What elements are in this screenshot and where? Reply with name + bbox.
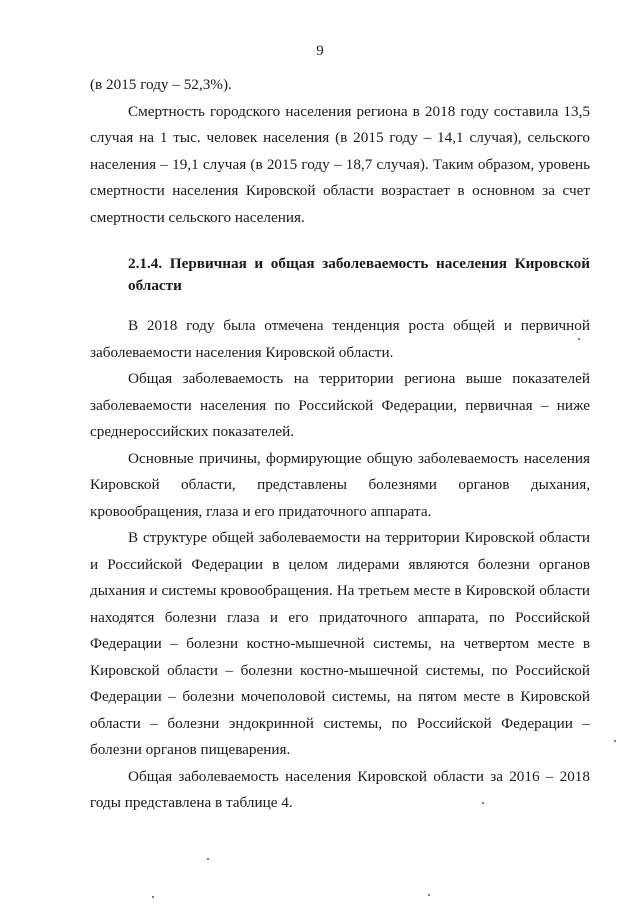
section-number: 2.1.4. [128,255,163,272]
scan-speck [578,338,580,340]
document-body [90,72,590,817]
scan-speck [207,858,209,860]
paragraph-comparison: Общая заболеваемость на территории региона выше показателей заболеваемости населения по Российской Федерации, первичная – ниже среднероссийских показателей. [90,370,590,440]
paragraph-table-reference: Общая заболеваемость населения Кировской области за 2016 – 2018 годы представлена в таблице 4. [90,767,590,811]
scan-speck [152,896,154,898]
paragraph-trend: В 2018 году была отмечена тенденция роста общей и первичной заболеваемости населения Кировской области. [90,317,590,361]
scan-speck [614,740,616,742]
paragraph-continuation: (в 2015 году – 52,3%). [90,76,232,93]
page-number: 9 [316,43,324,59]
paragraph-mortality: Смертность городского населения региона в 2018 году составила 13,5 случая на 1 тыс. человек населения (в 2015 году – 14,1 случая), сельского населения – 19,1 случая (в 2015 году – 18,7 случая). Таким образом, уровень смертности населения Кировской области возрастает в основном за счет смертности сельского населения. [90,102,590,226]
paragraph-causes: Основные причины, формирующие общую заболеваемость населения Кировской области, представлены болезнями органов дыхания, кровообращения, глаза и его придаточного аппарата. [90,449,590,520]
scan-speck [428,894,430,896]
scan-speck [482,802,484,804]
paragraph-structure: В структуре общей заболеваемости на территории Кировской области и Российской Федерации в целом лидерами являются болезни органов дыхания и системы кровообращения. На третьем месте в Кировской области находятся болезни глаза и его придаточного аппарата, по Российской Федерации – болезни костно-мышечной системы, на четвертом месте в Кировской области – болезни костно-мышечной системы, по Российской Федерации – болезни мочеполовой системы, на пятом месте в Кировской области – болезни эндокринной системы, по Российской Федерации – болезни органов пищеварения. [90,529,590,758]
section-title: Первичная и общая заболеваемость населения Кировской области [128,255,591,294]
section-heading [90,253,590,297]
